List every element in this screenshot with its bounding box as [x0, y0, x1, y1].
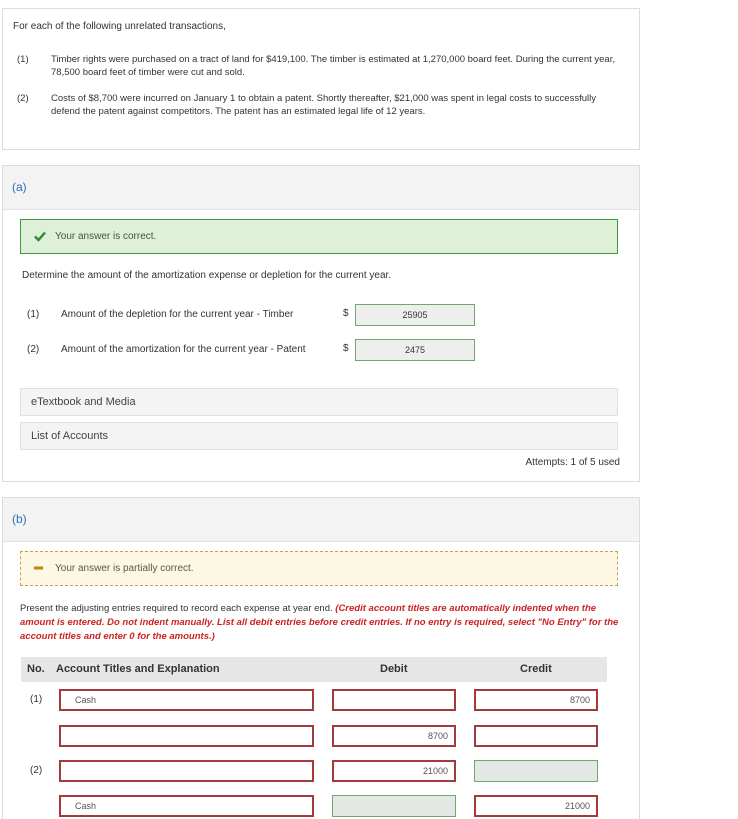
transaction-number: (2) [17, 93, 29, 104]
correct-message: Your answer is correct. [55, 231, 157, 242]
transaction-text: Timber rights were purchased on a tract of land for $419,100. The timber is estimated at 1,270,000 board feet. During the current year, 78,500 board feet of timber were cut and sold. [51, 54, 615, 78]
part-b-header [3, 498, 639, 542]
instruction-note: (Credit account titles are automatically indented when the amount is entered. Do not indent manually. List all debit entries before credit entries. If no entry is required, select "No Entry" for the account titles and enter 0 for the amounts.) [20, 603, 619, 642]
part-b-label: (b) [12, 512, 27, 526]
account-title-field[interactable] [59, 760, 314, 782]
credit-field[interactable]: 8700 [474, 689, 598, 711]
row-number: (1) [27, 309, 40, 320]
intro-title: For each of the following unrelated transactions, [13, 21, 226, 32]
journal-table-header [21, 657, 607, 682]
debit-field[interactable] [332, 689, 456, 711]
partial-message: Your answer is partially correct. [55, 563, 194, 574]
account-title-field[interactable]: Cash [59, 689, 314, 711]
transaction-text: Costs of $8,700 were incurred on January 1 to obtain a patent. Shortly thereafter, $21,000 was spent in legal costs to successfully defend the patent against competitors. The patent has an estimated legal life of 12 years. [51, 93, 596, 117]
part-a-label: (a) [12, 180, 27, 194]
list-of-accounts-link[interactable]: List of Accounts [20, 422, 618, 450]
debit-field[interactable] [332, 795, 456, 817]
intro-panel [2, 8, 640, 150]
etextbook-link[interactable]: eTextbook and Media [20, 388, 618, 416]
entry-number: (1) [30, 694, 43, 705]
row-number: (2) [27, 344, 40, 355]
credit-field[interactable] [474, 725, 598, 747]
debit-field[interactable]: 8700 [332, 725, 456, 747]
row-label-patent: Amount of the amortization for the current year - Patent [61, 344, 306, 355]
part-a-header [3, 166, 639, 210]
account-title-field[interactable]: Cash [59, 795, 314, 817]
minus-icon [33, 561, 47, 575]
row-label-timber: Amount of the depletion for the current year - Timber [61, 309, 294, 320]
instruction-text: Present the adjusting entries required to record each expense at year end. [20, 603, 336, 614]
currency-symbol: $ [343, 343, 349, 354]
header-no: No. [27, 663, 45, 675]
credit-field[interactable]: 21000 [474, 795, 598, 817]
header-debit: Debit [380, 663, 408, 675]
credit-field[interactable] [474, 760, 598, 782]
header-credit: Credit [520, 663, 552, 675]
amortization-answer-field[interactable]: 2475 [355, 339, 475, 361]
account-title-field[interactable] [59, 725, 314, 747]
depletion-answer-field[interactable]: 25905 [355, 304, 475, 326]
attempts-counter: Attempts: 1 of 5 used [525, 457, 620, 468]
part-a-question: Determine the amount of the amortization expense or depletion for the current year. [22, 270, 392, 281]
check-icon [33, 229, 47, 243]
header-account: Account Titles and Explanation [56, 663, 220, 675]
partial-banner [20, 551, 618, 586]
transaction-number: (1) [17, 54, 29, 65]
debit-field[interactable]: 21000 [332, 760, 456, 782]
instructions [20, 602, 620, 644]
entry-number: (2) [30, 765, 43, 776]
currency-symbol: $ [343, 308, 349, 319]
correct-banner [20, 219, 618, 254]
